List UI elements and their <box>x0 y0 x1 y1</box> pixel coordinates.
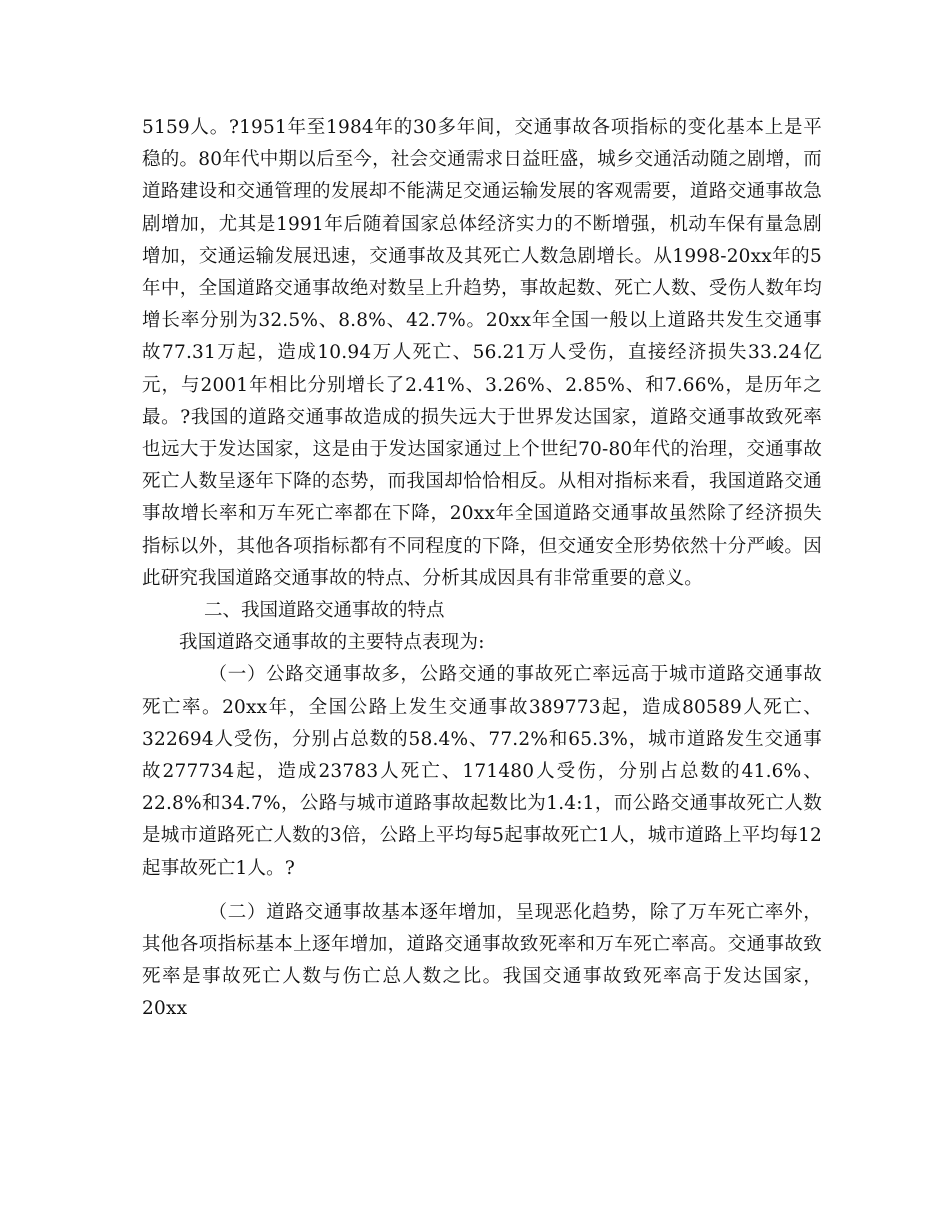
paragraph-2: 我国道路交通事故的主要特点表现为: <box>179 632 485 654</box>
paragraph-gap <box>142 885 822 897</box>
paragraph-4: （二）道路交通事故基本逐年增加，呈现恶化趋势，除了万车死亡率外，其他各项指标基本上逐年增加，道路交通事故致死率和万车死亡率高。交通事故致死率是事故死亡人数与伤亡总人数之比。我国交通事故致死率高于发达国家，20xx <box>142 901 822 1020</box>
paragraph-3: （一）公路交通事故多，公路交通的事故死亡率远高于城市道路交通事故死亡率。20xx年，全国公路上发生交通事故389773起，造成80589人死亡、322694人受伤，分别占总数的58.4%、77.2%和65.3%，城市道路发生交通事故277734起，造成23783人死亡、171480人受伤，分别占总数的41.6%、22.8%和34.7%，公路与城市道路事故起数比为1.4:1，而公路交通事故死亡人数是城市道路死亡人数的3倍，公路上平均每5起事故死亡1人，城市道路上平均每12起事故死亡1人。? <box>142 664 822 879</box>
document-body <box>142 112 822 1026</box>
paragraph-1: 5159人。?1951年至1984年的30多年间，交通事故各项指标的变化基本上是平稳的。80年代中期以后至今，社会交通需求日益旺盛，城乡交通活动随之剧增，而道路建设和交通管理的发展却不能满足交通运输发展的客观需要，道路交通事故急剧增加，尤其是1991年后随着国家总体经济实力的不断增强，机动车保有量急剧增加，交通运输发展迅速，交通事故及其死亡人数急剧增长。从1998-20xx年的5年中，全国道路交通事故绝对数呈上升趋势，事故起数、死亡人数、受伤人数年均增长率分别为32.5%、8.8%、42.7%。20xx年全国一般以上道路共发生交通事故77.31万起，造成10.94万人死亡、56.21万人受伤，直接经济损失33.24亿元，与2001年相比分别增长了2.41%、3.26%、2.85%、和7.66%，是历年之最。?我国的道路交通事故造成的损失远大于世界发达国家，道路交通事故致死率也远大于发达国家，这是由于发达国家通过上个世纪70-80年代的治理，交通事故死亡人数呈逐年下降的态势，而我国却恰恰相反。从相对指标来看，我国道路交通事故增长率和万车死亡率都在下降，20xx年全国道路交通事故虽然除了经济损失指标以外，其他各项指标都有不同程度的下降，但交通安全形势依然十分严峻。因此研究我国道路交通事故的特点、分析其成因具有非常重要的意义。 <box>142 117 822 589</box>
section-heading: 二、我国道路交通事故的特点 <box>204 600 445 622</box>
